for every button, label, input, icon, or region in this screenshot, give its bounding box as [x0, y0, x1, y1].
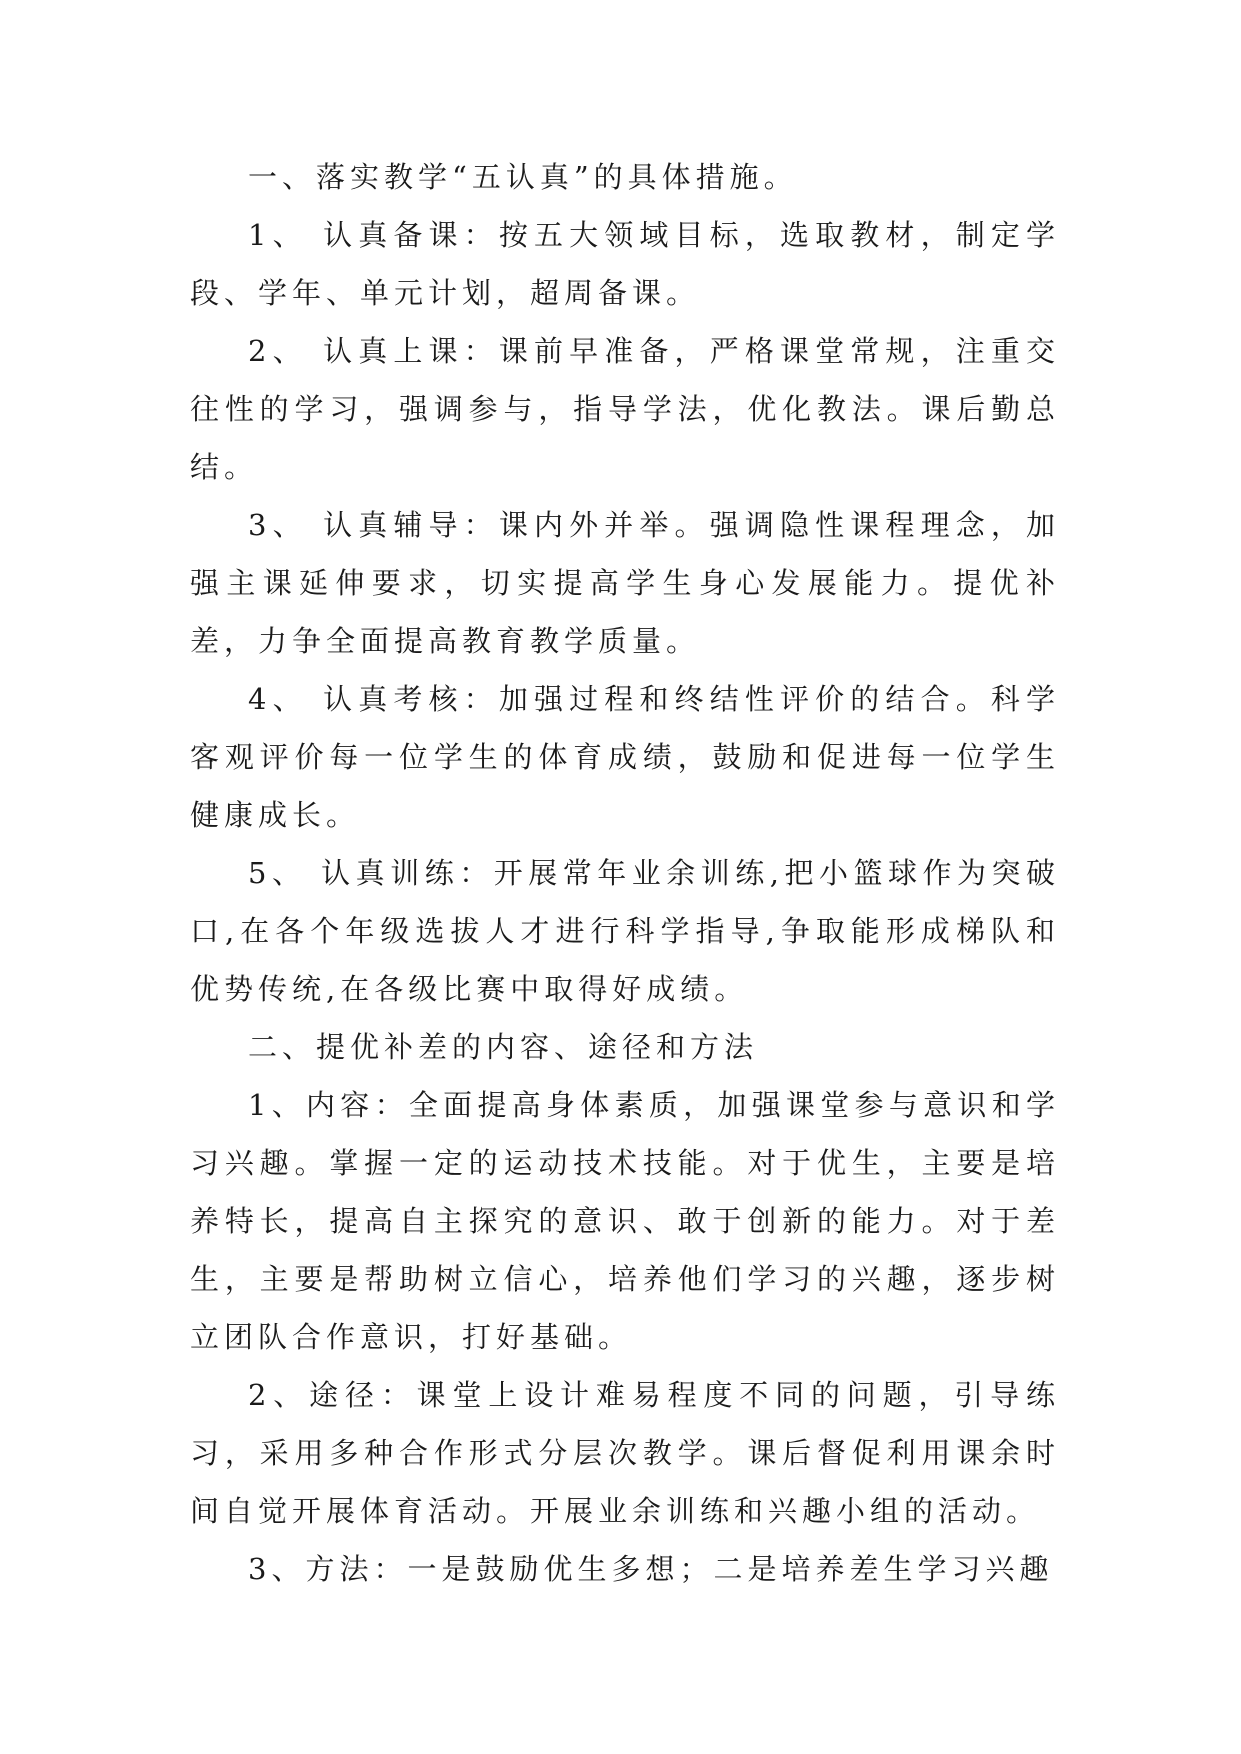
paragraph-content: 1、内容：全面提高身体素质，加强课堂参与意识和学习兴趣。掌握一定的运动技术技能。对于优生，主要是培养特长，提高自主探究的意识、敢于创新的能力。对于差生，主要是帮助树立信心，培养他们学习的兴趣，逐步树立团队合作意识，打好基础。: [190, 1088, 1060, 1354]
section-heading-1: 一、落实教学“五认真”的具体措施。: [248, 160, 798, 194]
paragraph-method: 3、方法：一是鼓励优生多想；二是培养差生学习兴趣: [248, 1552, 1054, 1586]
paragraph-assessment: 4、 认真考核：加强过程和终结性评价的结合。科学客观评价每一位学生的体育成绩，鼓励和促进每一位学生健康成长。: [190, 682, 1060, 832]
paragraph-training: 5、 认真训练：开展常年业余训练,把小篮球作为突破口,在各个年级选拔人才进行科学指导,争取能形成梯队和优势传统,在各级比赛中取得好成绩。: [190, 856, 1060, 1006]
document-body: [190, 148, 1060, 1598]
paragraph-tutoring: 3、 认真辅导：课内外并举。强调隐性课程理念，加强主课延伸要求，切实提高学生身心发展能力。提优补差，力争全面提高教育教学质量。: [190, 508, 1060, 658]
section-heading-2: 二、提优补差的内容、途径和方法: [248, 1030, 759, 1064]
paragraph-lesson-prep: 1、 认真备课：按五大领域目标，选取教材，制定学段、学年、单元计划，超周备课。: [190, 218, 1060, 310]
paragraph-teaching: 2、 认真上课：课前早准备，严格课堂常规，注重交往性的学习，强调参与，指导学法，优化教法。课后勤总结。: [190, 334, 1060, 484]
paragraph-approach: 2、途径：课堂上设计难易程度不同的问题，引导练习，采用多种合作形式分层次教学。课后督促利用课余时间自觉开展体育活动。开展业余训练和兴趣小组的活动。: [190, 1378, 1060, 1528]
